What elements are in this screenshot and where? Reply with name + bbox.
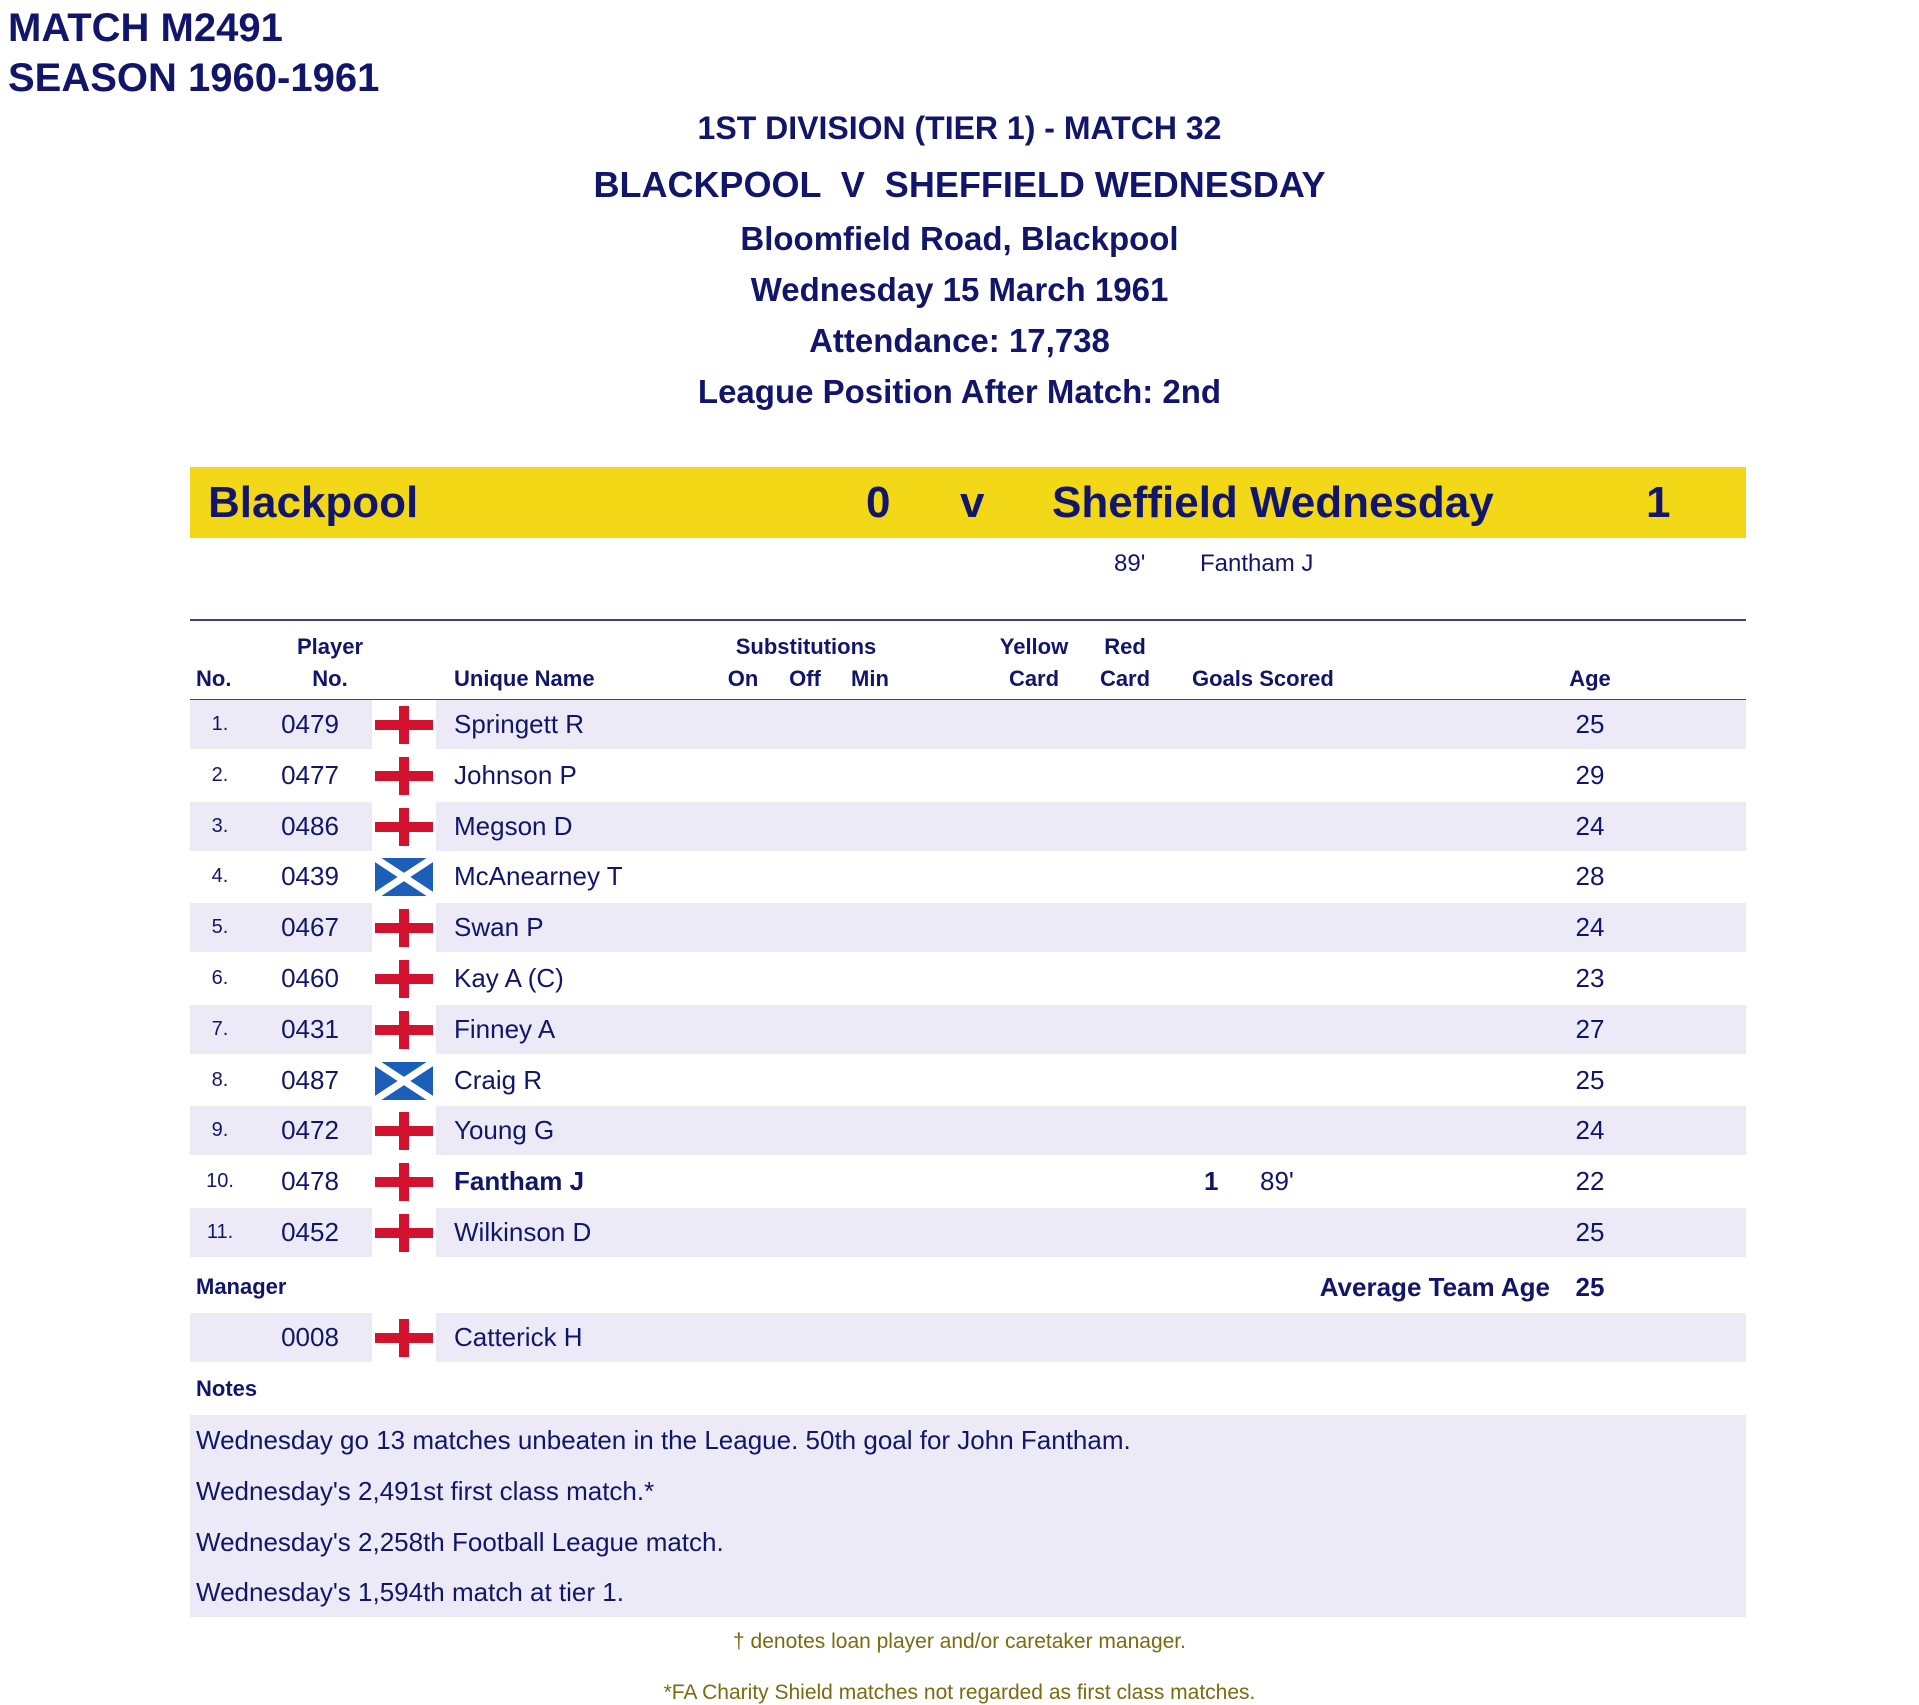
player-row	[190, 751, 1746, 800]
player-age: 22	[1575, 1166, 1605, 1197]
manager-name: Catterick H	[454, 1322, 583, 1352]
header-sub-off: Off	[789, 666, 821, 691]
player-row	[190, 1208, 1746, 1257]
venue: Bloomfield Road, Blackpool	[740, 220, 1179, 257]
player-row	[190, 954, 1746, 1003]
note-line: Wednesday's 1,594th match at tier 1.	[196, 1577, 624, 1607]
player-name: Swan P	[454, 912, 544, 943]
player-name: Wilkinson D	[454, 1217, 592, 1247]
header-player-top: Player	[296, 634, 364, 659]
player-name: Fantham J	[454, 1166, 585, 1197]
note-line: Wednesday's 2,491st first class match.*	[196, 1476, 655, 1506]
player-age: 24	[1575, 912, 1605, 943]
average-age-value: 25	[1575, 1272, 1605, 1302]
player-row	[190, 1157, 1746, 1206]
player-row	[190, 802, 1746, 851]
player-row	[190, 1106, 1746, 1155]
player-number: 0486	[281, 810, 339, 841]
player-number: 0452	[281, 1217, 339, 1247]
england-flag-icon	[375, 960, 433, 998]
scotland-flag-icon	[375, 858, 433, 896]
divider	[190, 619, 1746, 621]
player-row	[190, 1056, 1746, 1105]
header-sub-min: Min	[851, 666, 889, 691]
england-flag-icon	[375, 909, 433, 947]
player-age: 24	[1575, 810, 1605, 841]
player-number: 0460	[281, 963, 339, 993]
row-number: 3.	[211, 814, 229, 837]
header-yellow-top: Yellow	[999, 634, 1069, 659]
player-number: 0477	[281, 759, 339, 790]
header-red-bottom: Card	[1099, 666, 1151, 691]
header-red-top: Red	[1104, 634, 1146, 659]
attendance: Attendance: 17,738	[809, 322, 1110, 359]
header-goals-scored: Goals Scored	[1192, 666, 1334, 691]
away-score: 1	[1646, 478, 1671, 527]
player-name: McAnearney T	[454, 861, 623, 892]
player-age: 29	[1575, 759, 1605, 790]
row-number: 6.	[211, 967, 229, 989]
loan-note: † denotes loan player and/or caretaker manager.	[733, 1630, 1186, 1653]
manager-player-no: 0008	[281, 1322, 339, 1352]
player-age: 27	[1575, 1013, 1605, 1044]
row-number: 4.	[211, 865, 229, 888]
match-code: MATCH M2491	[8, 6, 283, 50]
england-flag-icon	[375, 1319, 433, 1357]
header-substitutions: Substitutions	[735, 634, 877, 659]
match-date: Wednesday 15 March 1961	[750, 271, 1169, 308]
player-number: 0467	[281, 912, 339, 943]
average-age-label: Average Team Age	[1319, 1272, 1550, 1302]
player-age: 24	[1575, 1115, 1605, 1146]
note-line: Wednesday go 13 matches unbeaten in the League. 50th goal for John Fantham.	[196, 1425, 1131, 1455]
england-flag-icon	[375, 1011, 433, 1049]
scorer-minute: 89'	[1114, 550, 1146, 577]
player-number: 0439	[281, 861, 339, 892]
player-number: 0478	[281, 1166, 339, 1197]
player-number: 0479	[281, 709, 339, 739]
home-score: 0	[866, 478, 891, 527]
player-name: Finney A	[454, 1013, 556, 1044]
header-age: Age	[1569, 666, 1611, 691]
goals-count: 1	[1204, 1166, 1219, 1197]
player-number: 0472	[281, 1115, 339, 1146]
player-age: 25	[1575, 1064, 1605, 1095]
player-age: 23	[1575, 963, 1605, 993]
player-name: Kay A (C)	[454, 963, 564, 993]
player-age: 25	[1575, 709, 1605, 739]
header-unique-name: Unique Name	[454, 666, 595, 691]
row-number: 7.	[211, 1017, 229, 1040]
row-number: 9.	[211, 1119, 229, 1142]
player-row	[190, 1005, 1746, 1054]
competition-title: 1ST DIVISION (TIER 1) - MATCH 32	[697, 110, 1222, 146]
player-row	[190, 852, 1746, 901]
england-flag-icon	[375, 808, 433, 846]
player-name: Young G	[454, 1115, 555, 1146]
manager-row	[190, 1313, 1746, 1362]
row-number: 1.	[211, 713, 229, 735]
england-flag-icon	[375, 706, 433, 744]
row-number: 2.	[211, 763, 229, 786]
row-number: 10.	[206, 1170, 234, 1193]
manager-label: Manager	[196, 1274, 287, 1299]
note-line: Wednesday's 2,258th Football League match.	[196, 1527, 724, 1557]
league-position: League Position After Match: 2nd	[697, 373, 1222, 410]
player-row	[190, 700, 1746, 749]
score-bar	[190, 467, 1746, 538]
player-row	[190, 903, 1746, 952]
header-sub-on: On	[727, 666, 759, 691]
player-name: Springett R	[454, 709, 585, 739]
player-name: Megson D	[454, 810, 573, 841]
player-age: 25	[1575, 1217, 1605, 1247]
season-label: SEASON 1960-1961	[8, 56, 380, 100]
england-flag-icon	[375, 1214, 433, 1252]
row-number: 5.	[211, 916, 229, 939]
versus-label: v	[960, 478, 985, 527]
goal-minute: 89'	[1260, 1166, 1294, 1197]
notes-panel	[190, 1415, 1746, 1617]
row-number: 11.	[206, 1221, 234, 1243]
header-player-bottom: No.	[312, 666, 348, 691]
player-age: 28	[1575, 861, 1605, 892]
home-team-name: Blackpool	[208, 478, 419, 527]
header-no: No.	[196, 666, 232, 691]
player-number: 0431	[281, 1013, 339, 1044]
scorer-name: Fantham J	[1200, 550, 1314, 577]
player-name: Johnson P	[454, 759, 577, 790]
fixture-title: BLACKPOOL V SHEFFIELD WEDNESDAY	[593, 164, 1326, 205]
player-number: 0487	[281, 1064, 339, 1095]
notes-label: Notes	[196, 1376, 258, 1401]
charity-note: *FA Charity Shield matches not regarded as first class matches.	[663, 1681, 1256, 1704]
england-flag-icon	[375, 1112, 433, 1150]
player-name: Craig R	[454, 1064, 543, 1095]
scotland-flag-icon	[375, 1062, 433, 1100]
header-yellow-bottom: Card	[1008, 666, 1060, 691]
england-flag-icon	[375, 1163, 433, 1201]
row-number: 8.	[211, 1068, 229, 1091]
away-team-name: Sheffield Wednesday	[1052, 478, 1494, 527]
england-flag-icon	[375, 757, 433, 795]
